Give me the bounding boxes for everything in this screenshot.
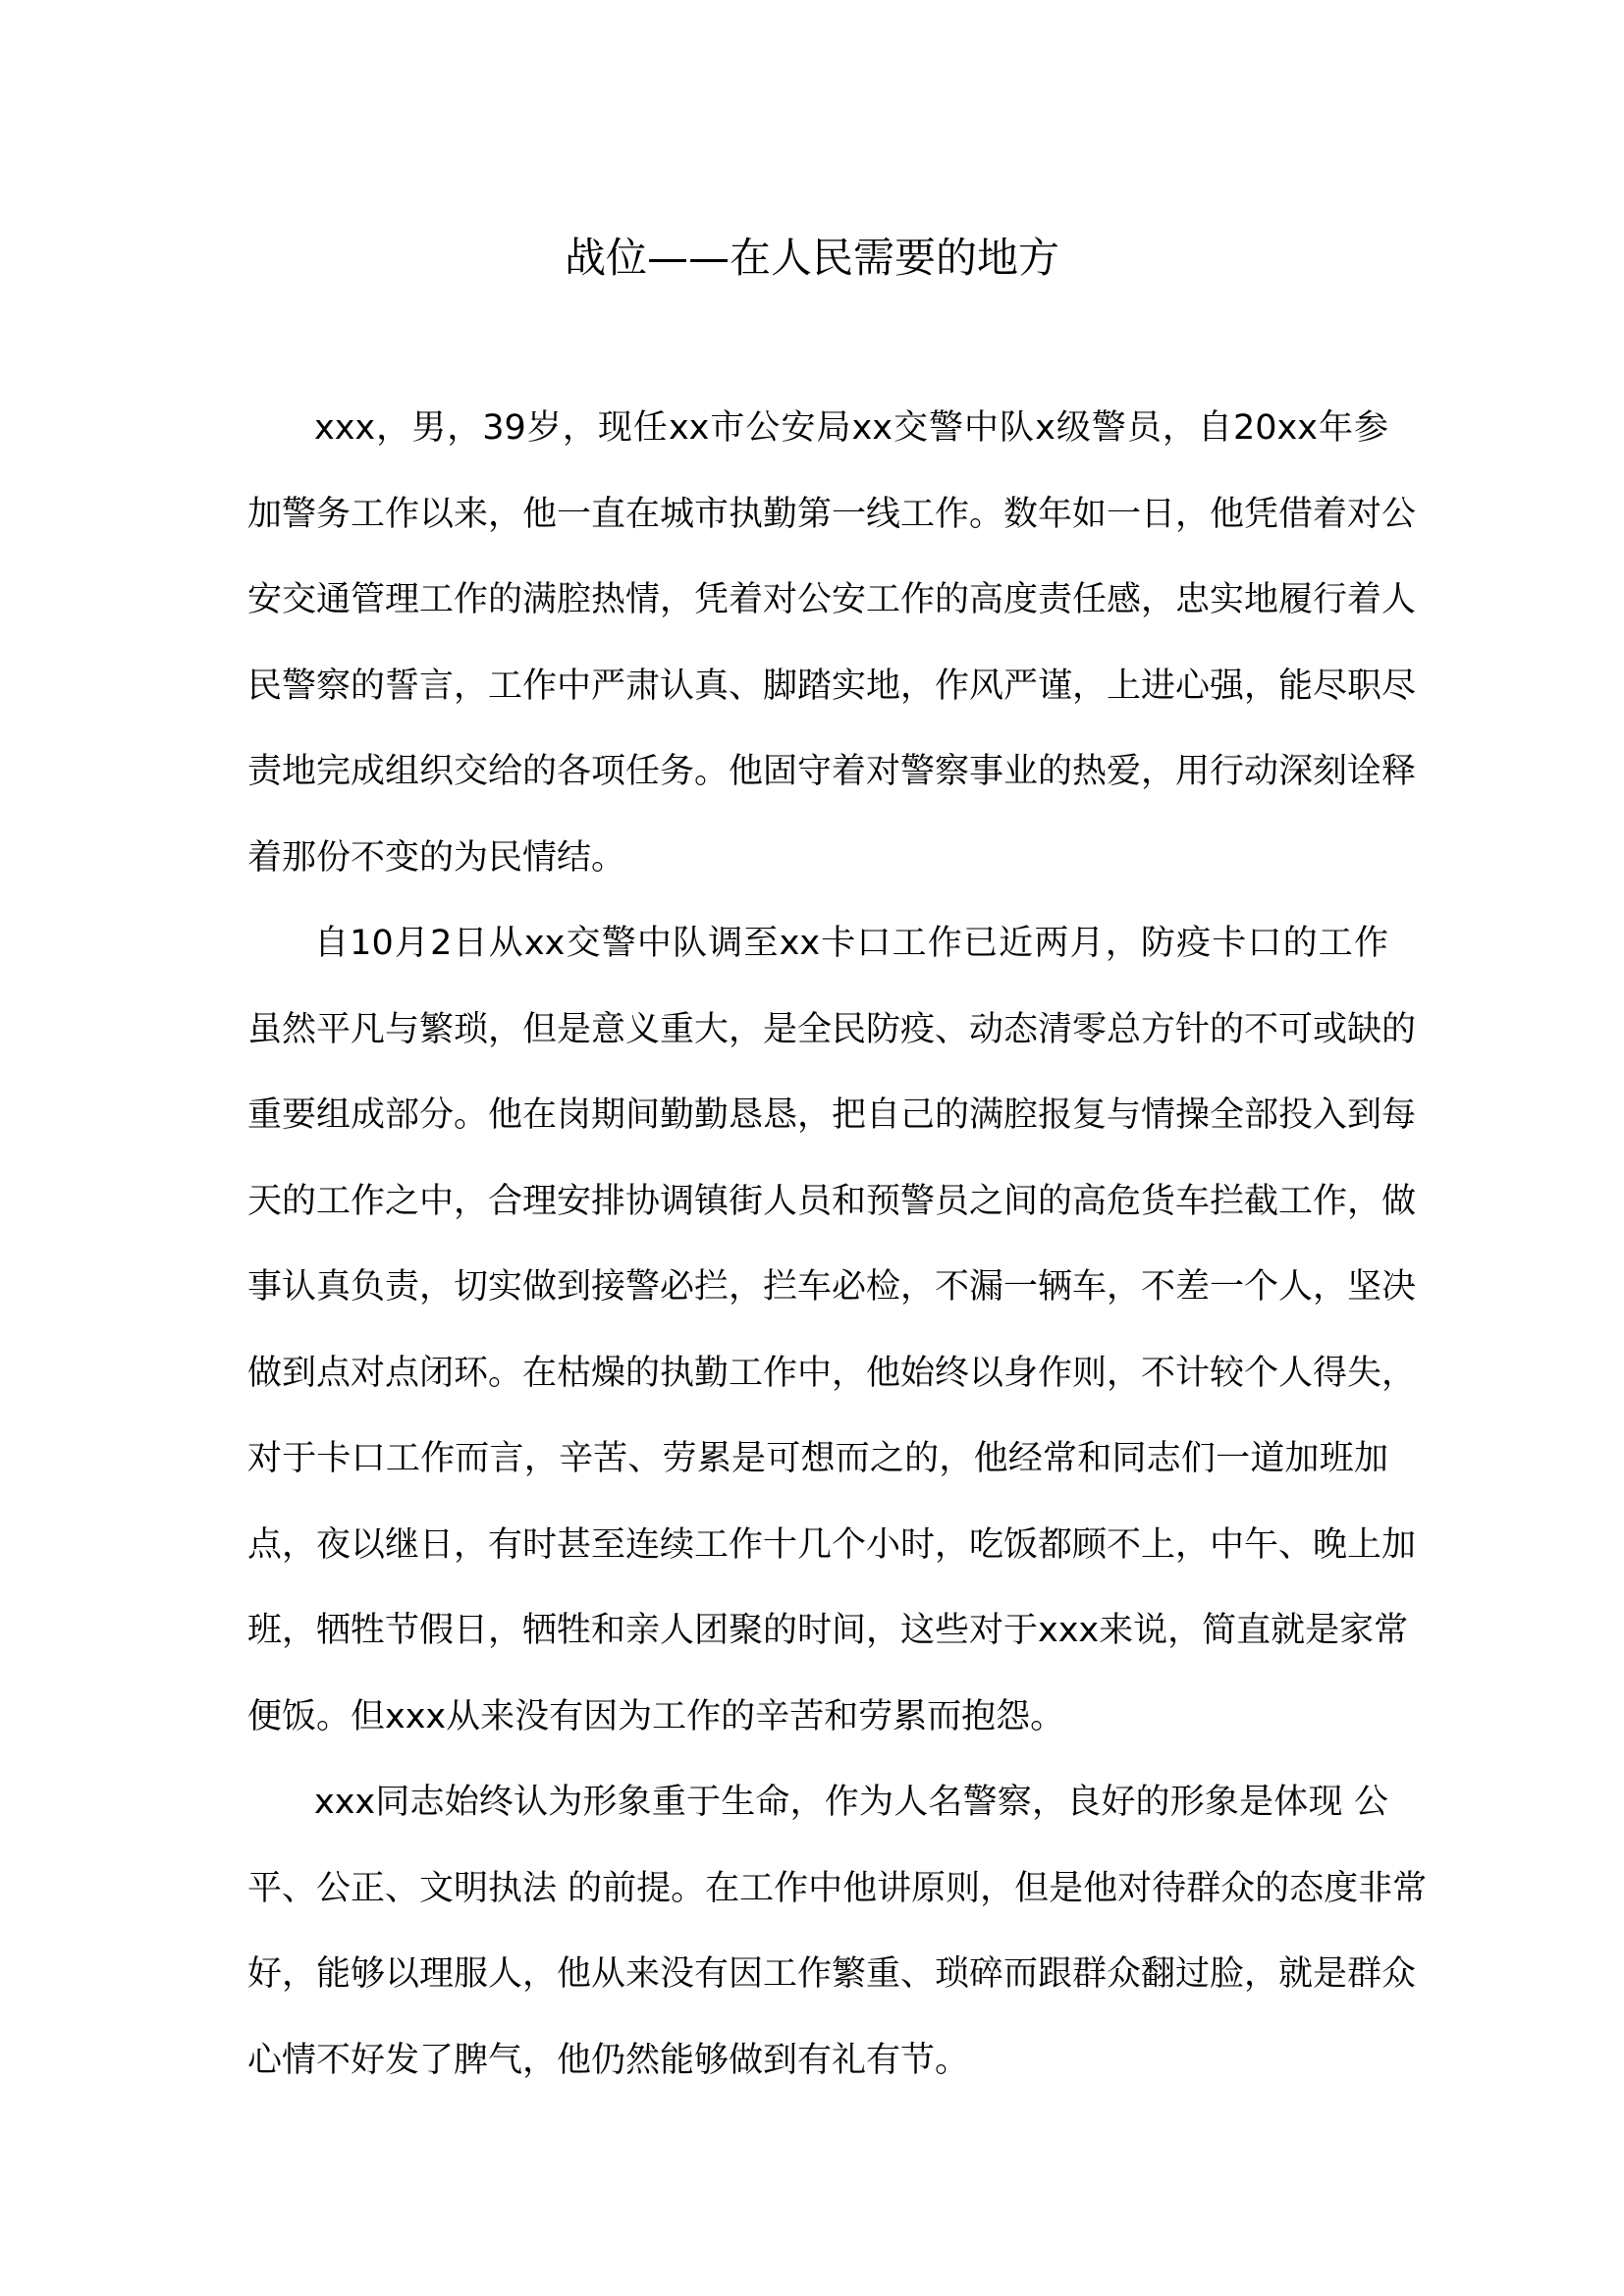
document-title: 战位——在人民需要的地方 <box>564 234 1059 282</box>
paragraph-line: 便饭。但xxx从来没有因为工作的辛苦和劳累而抱怨。 <box>247 1696 1065 1736</box>
paragraph-line: 心情不好发了脾气，他仍然能够做到有礼有节。 <box>247 2040 970 2080</box>
document-body <box>247 386 1428 2104</box>
paragraph-line: xxx，男，39岁，现任xx市公安局xx交警中队x级警员，自20xx年参 <box>314 408 1389 448</box>
paragraph-line: 自10月2日从xx交警中队调至xx卡口工作已近两月，防疫卡口的工作 <box>314 924 1388 963</box>
paragraph-line: 天的工作之中，合理安排协调镇街人员和预警员之间的高危货车拦截工作，做 <box>247 1181 1417 1221</box>
paragraph-line: 平、公正、文明执法 的前提。在工作中他讲原则，但是他对待群众的态度非常 <box>247 1868 1428 1908</box>
paragraph-line: 民警察的誓言，工作中严肃认真、脚踏实地，作风严谨，上进心强，能尽职尽 <box>247 666 1417 706</box>
paragraph <box>247 901 1417 1760</box>
paragraph-line: 好，能够以理服人，他从来没有因工作繁重、琐碎而跟群众翻过脸，就是群众 <box>247 1954 1417 1994</box>
paragraph <box>247 1760 1428 2104</box>
paragraph <box>247 386 1417 901</box>
paragraph-line: 对于卡口工作而言，辛苦、劳累是可想而之的，他经常和同志们一道加班加 <box>247 1439 1388 1478</box>
paragraph-line: 加警务工作以来，他一直在城市执勤第一线工作。数年如一日，他凭借着对公 <box>247 494 1417 534</box>
paragraph-line: 责地完成组织交给的各项任务。他固守着对警察事业的热爱，用行动深刻诠释 <box>247 752 1417 791</box>
paragraph-line: 虽然平凡与繁琐，但是意义重大，是全民防疫、动态清零总方针的不可或缺的 <box>247 1009 1417 1049</box>
paragraph-line: 着那份不变的为民情结。 <box>247 837 626 878</box>
paragraph-line: 事认真负责，切实做到接警必拦，拦车必检，不漏一辆车，不差一个人，坚决 <box>247 1267 1417 1307</box>
paragraph-line: 安交通管理工作的满腔热情，凭着对公安工作的高度责任感，忠实地履行着人 <box>247 580 1417 619</box>
paragraph-line: 点，夜以继日，有时甚至连续工作十几个小时，吃饭都顾不上，中午、晚上加 <box>247 1524 1417 1565</box>
paragraph-line: xxx同志始终认为形象重于生命，作为人名警察，良好的形象是体现 公 <box>314 1783 1388 1822</box>
paragraph-line: 班，牺牲节假日，牺牲和亲人团聚的时间，这些对于xxx来说，简直就是家常 <box>247 1611 1409 1650</box>
paragraph-line: 做到点对点闭环。在枯燥的执勤工作中，他始终以身作则，不计较个人得失， <box>247 1353 1417 1393</box>
paragraph-line: 重要组成部分。他在岗期间勤勤恳恳，把自己的满腔报复与情操全部投入到每 <box>247 1095 1417 1135</box>
